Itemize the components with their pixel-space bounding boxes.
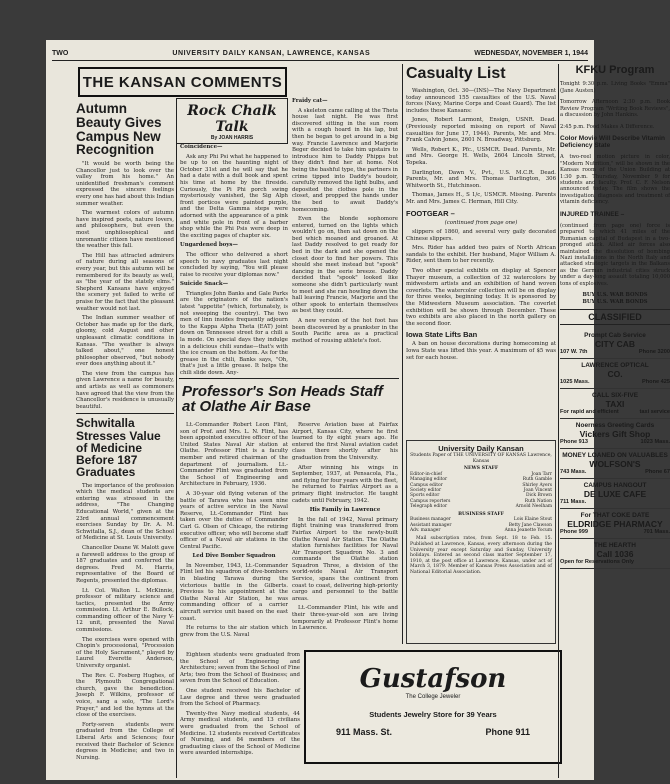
- masthead-date: WEDNESDAY, NOVEMBER 1, 1944: [474, 49, 588, 57]
- schwitalla-paragraph: Chancellor Deane W. Malott gave a farewell address to the group of 187 graduates and conferred the degrees. Fred M. Harris, representative of the Board of Regents, presented the diplomas.: [76, 544, 174, 584]
- classified-ad: For THAT COKE DATE ELDRIDGE PHARMACY Phone 999 701 Mass.: [560, 509, 670, 539]
- schwitalla-paragraph: The Rev. C. Fosberg Hughes, of the Plymouth Congregational church, gave the benediction. Joseph F. Wilkins, professor of voice, sang a solo, "The Lord's Prayer," and led the hymns at the close of the exercises.: [76, 672, 174, 719]
- iowa-headline: Iowa State Lifts Ban: [406, 330, 478, 340]
- column-rule: [558, 64, 559, 778]
- professor-paragraph: Lt.-Commander Robert Leon Flint, son of Prof. and Mrs. L. N. Flint, has been appointed executive officer of the United States Naval Air station at Olathe. Professor Flint is a faculty member and retired chairman of the department of journalism. Lt.-Commander Flint was graduated from the School of Engineering and Architecture in February, 1936.: [180, 422, 288, 488]
- professor-paragraph: After winning his wings in September, 1937, at Pensacola, Fla., and flying for four years with the fleet, he returned to Fairfax Airport as a primary flight instructor. He taught cadets until February, 1942.: [292, 464, 398, 504]
- classified-ad: Prompt Cab Service CITY CAB 107 W. 7th Phone 3200: [560, 329, 670, 359]
- rock-chalk-talk-byline: By JOAN HARRIS: [210, 135, 254, 141]
- professor-paragraph: A 30-year old flying veteran of the battle of Tarawa who has seen nine years of active service in the Naval Reserve, Lt.-Commander Flint has taken over the duties of Commander Carl G. Olsen of Chicago, the retiring executive officer, who will become staff officer of a Naval air stations in the Central Pacific.: [180, 490, 288, 550]
- casualty-paragraph: Washington, Oct. 30—(INS)—The Navy Department today announced 155 casualties of the U.S. Naval forces (Navy, Marine Corps and Coast Guard). The list includes these Kansans:: [406, 88, 556, 114]
- rct-subhead: Suicide Snack—: [180, 281, 228, 288]
- gustafson-name: Gustafson: [359, 664, 507, 694]
- footgear-paragraph: slippers of 1860, and several very gaily decorated Chinese slippers.: [406, 229, 556, 242]
- color-movie-headline: Color Movie Will Describe Vitamin Deficiency State: [560, 135, 665, 150]
- injured-headline: INJURED TRAINEE –: [560, 210, 625, 218]
- professor-paragraph: Lt.-Commander Flint, his wife and their three-year-old son are living temporarily at Professor Flint's home in Lawrence.: [292, 605, 398, 632]
- schwitalla-paragraph: Forty-seven students were graduated from the College of Liberal Arts and Sciences; four received their Bachelor of Science degrees in Medicine; and two in Nursing.: [76, 721, 174, 761]
- masthead: [52, 46, 588, 61]
- classified-ad: CALL SIX-FIVE TAXI For rapid and efficient taxi service: [560, 389, 670, 419]
- udk-fine-print: Mail subscription rates, from Sept. 18 to Feb. 15. Published at Lawrence, Kansas, every afternoon during the University year except Saturday and Sunday, University holidays. Entered as second class matter September 17, 1910, at the post office at Lawrence, Kansas, under act of March 3, 1879. Member of Kansas Press Association and of National Editorial Association.: [410, 536, 552, 575]
- footgear-continued: (continued from page one): [444, 219, 518, 226]
- graduates-paragraph: One student received his Bachelor of Law degree and three were graduated from the School of Pharmacy.: [180, 687, 300, 708]
- footgear-paragraph: Mrs. Rider has added two pairs of North African sandals to the exhibit. Her husband, Major William A. Rider, sent them to her recently.: [406, 245, 556, 265]
- staff-line: Sports editor Dick Brown: [410, 493, 552, 499]
- graduates-continued: [180, 652, 300, 778]
- right-column: [560, 64, 670, 774]
- rct-paragraph: Ask any Phi Psi what he happened to be up to on the haunting night of October 31st and he will say that he had a date with a dull book and spent his time at home by the fireside. Curiously, the Pi Phi porch swing mysteriously vanished, the Sig Alph front porticos were painted purple, and the Delta Gamma steps were adorned with the appearance of a pink and white pole in front of a barber shop while the Phi Psis were deep in the exciting pages of chapter six.: [180, 153, 288, 239]
- udk-staff-box: [406, 440, 556, 644]
- professor-paragraph: Reserve Aviation base at Fairfax Airport, Kansas City, where he first learned to fly eight years ago. He entered the first Naval aviation cadet class there shortly after his graduation from the University.: [292, 422, 398, 461]
- gustafson-slogan: Students Jewelry Store for 39 Years: [369, 710, 497, 719]
- kfku-item: 2:45 p.m. Food Makes A Difference.: [560, 123, 655, 130]
- autumn-paragraph: The Indian summer weather of October has made up for the dark, gloomy, cold August and other unpleasant climatic conditions in Kansas. "The weather is always talked about," one honest philosopher observed, "but nobody ever does anything about it.": [76, 315, 174, 368]
- classified-ad: LAWRENCE OPTICAL CO. 1025 Mass. Phone 425: [560, 359, 670, 389]
- schwitalla-paragraph: Lt. Col. Walton L. McKinnie, professor of military science and tactics, presented the Army commission. Lt. Arthur E. Bullock, commanding officer of the Navy V-12 unit, presented the Naval commissions.: [76, 587, 174, 634]
- autumn-paragraph: "It would be worth being the Chancellor just to look over the valley from his home." An unidentified freshman's comment expressed the sincere feelings every one has had about this Indian summer weather.: [76, 161, 174, 207]
- section-rule: [179, 378, 399, 379]
- schwitalla-paragraph: The exercises were opened with Chopin's processional, "Procession of the Holy Sacrament," played by Laurel Everette Anderson, University organist.: [76, 636, 174, 670]
- udk-subtitle: Students Paper of THE UNIVERSITY OF KANSAS Lawrence, Kansas: [410, 453, 552, 464]
- gustafson-address: 911 Mass. St.: [336, 727, 393, 737]
- rct-paragraph: A skeleton came calling at the Theta house last night. He was first discovered sitting in the sun room with a cough hoard in his lap, but then he began to get around in a big way. Francie Lawrence and Marjorie Beger decided to take him upstairs to introduce him to Daddy Phipps but they didn't find her at home. Not being the bashful type, the partners in crime tipped into Daddy's boudoir, carefully removed the light bulbs, and deposited the clothes pole in the closet, and propped the hands under the bed to await Daddy's homecoming.: [292, 107, 398, 213]
- war-bonds-line: BUY U.S. WAR BONDS: [582, 298, 648, 305]
- rct-subhead: Ungardened boys—: [180, 242, 238, 249]
- gustafson-contact: [306, 727, 560, 737]
- news-staff-label: NEWS STAFF: [463, 466, 499, 472]
- casualty-headline: Casualty List: [406, 65, 506, 82]
- autumn-headline: Autumn Beauty Gives Campus New Recognition: [76, 101, 162, 158]
- professor-paragraph: He returns to the air station which grew from the U.S. Naval: [180, 625, 288, 638]
- injured-text: (continued from page one) force is prepared to which 41 miles of the Rumanian capital of Budapest in a two-pronged attack. Allied air forces also maintained the dissolution of bombing Nazi installations in the North Italy and attacked strategic targets in the Balkans as the German industrial cities struck under a day-long assault totaling 10,000 tons of explosives.: [560, 223, 670, 287]
- classified-ad: MONEY LOANED ON VALUABLES WOLFSON'S 743 Mass. Phone 67: [560, 449, 670, 479]
- column-rule: [176, 98, 177, 778]
- kansan-comments-banner: THE KANSAN COMMENTS: [78, 67, 287, 97]
- graduates-paragraph: Eighteen students were graduated from the School of Engineering and Architecture; seven from the School of Fine Arts; two from the School of Business; and seven from the School of Education.: [180, 652, 300, 685]
- professor-column-1: [180, 422, 288, 652]
- rock-chalk-left-column: [180, 144, 288, 376]
- casualty-paragraph: Thomas, James H., S 1/c, USMCR. Missing. Parents Mr. and Mrs. James C. Herman, Hill City.: [406, 192, 556, 205]
- color-movie-text: A two-reel motion picture in color, "Modern Nutrition," will be shown in the Kansas room of the Union Building at 1:30 p.m. Thursday, November 9 for students and faculty. Prof. C. F. Nelson announced today. The film shows the investigation, diagnosis and treatment of vitamin deficiency.: [560, 154, 670, 206]
- business-staff-label: BUSINESS STAFF: [458, 511, 504, 517]
- udk-title: University Daily Kansan: [438, 444, 524, 453]
- staff-line: Telegraph editor Arnold Neelham: [410, 504, 552, 510]
- graduates-paragraph: Twenty-five Navy medical students, 44 Army medical students, and 13 civilians were graduated from the School of Medicine. 12 students received Certificates of Nursing, and 84 members of the graduating class of the School of Medicine were awarded internships.: [180, 710, 300, 757]
- staff-line: Society editor Joan Vincent: [410, 488, 552, 493]
- gustafson-phone: Phone 911: [485, 727, 530, 737]
- iowa-paragraph: A ban on house decorations during homecoming at Iowa State was lifted this year. A maximum of $5 was set for each house.: [406, 341, 556, 361]
- casualty-paragraph: Jones, Robert Larmont, Ensign, USNR. Dead. (Previously reported missing on report of Naval casualties for June 17, 1944). Parents, Mr. and Mrs. Frank Calvin Jones, 2601 N. Broadway, Pittsburg.: [406, 117, 556, 144]
- rock-chalk-talk-title: Rock Chalk Talk: [187, 103, 277, 135]
- professor-column-2: [292, 422, 398, 647]
- professor-subhead: His Family in Lawrence: [309, 507, 381, 514]
- newspaper-page: [46, 40, 670, 780]
- staff-line: Business manager Lois Elaine Stout: [410, 517, 552, 523]
- staff-line: Campus reporters Ruth Nation: [410, 498, 552, 504]
- page-number: TWO: [52, 49, 69, 57]
- classified-ad: Noerness Greeting Cards Vickers Gift Shop Phone 913 1023 Mass.: [560, 419, 670, 449]
- staff-line: Campus editor Shirley Ayers: [410, 482, 552, 488]
- rct-subhead: Fraidy cat—: [292, 98, 328, 104]
- casualty-column: [406, 88, 556, 438]
- war-bonds-line: BUY U.S. WAR BONDS: [582, 292, 648, 299]
- classified-ad: THE HEARTH Call 1036 Open for Reservations Only: [560, 539, 670, 569]
- editorial-column: [76, 100, 174, 778]
- classified-header: CLASSIFIED: [560, 309, 670, 325]
- staff-line: Editor-in-chief Joan Tarr: [410, 471, 552, 477]
- rock-chalk-talk-box: [176, 98, 288, 144]
- classified-ad: CAMPUS HANGOUT DE LUXE CAFE 711 Mass.: [560, 479, 670, 509]
- casualty-paragraph: Wells, Robert K., Pfc., USMCR. Dead. Parents, Mr. and Mrs. George H. Wells, 2604 Lincoln Street, Topeka.: [406, 146, 556, 166]
- autumn-paragraph: The view from the campus has given Lawrence a name for beauty, and artists as well as commoners have agreed that the view from the Chancellor's residence is unusually beautiful.: [76, 370, 174, 410]
- column-rule: [402, 64, 403, 644]
- footgear-headline: FOOTGEAR –: [406, 208, 455, 218]
- autumn-paragraph: The warmest colors of autumn have inspired poets, nature lovers, and philosophers, but even the most unphilosophical and unromantic citizen have mentioned the weather this fall.: [76, 210, 174, 250]
- rct-paragraph: Triangles John Banks and Gale Parks are the originators of the nation's latest "appetite" (which, fortunately, is not sweeping the country). The two men of linn insides frequently adjourn to the Kappa Alpha Theta (EAT) joint down on Tennessee street for a chili a la mode. On special days they indulge in a delicious chili sundae—that's with the ice cream on the bottom. As for the grease in the chili, Banks says, "Oh, that's just a little grease. It helps the chili slide down. Any-: [180, 290, 288, 376]
- rct-paragraph: A new version of the hot foot has been discovered by a prankster in the South Pacific area as a practical method of rousing athlete's foot.: [292, 318, 398, 344]
- casualty-paragraph: Darlington, Dawn V., Pvt., U.S. M.C.R. Dead. Parents, Mr. and Mrs. Thomas Darlington, 306 Whitworth St., Hutchinson.: [406, 169, 556, 189]
- rock-chalk-right-column: [292, 98, 398, 376]
- staff-line: Adv. manager Anna Jeanette Yocum: [410, 528, 552, 534]
- professor-subhead: Led Dive Bomber Squadron: [192, 553, 276, 560]
- kfku-item: Tonight 9:30 p.m. Living Books "Emma" (Jane Austen): [560, 81, 670, 94]
- rct-paragraph: The officer who delivered a short speech to navy graduates last night concluded by saying, "You will please raise to receive your diplomas now.": [180, 251, 288, 278]
- professor-headline: Professor's Son Heads Staff at Olathe Air Base: [182, 383, 383, 416]
- footgear-paragraph: Two other special exhibits on display at Spencer Thayer museum, a collection of 32 watercolors by midwestern artists and an exhibition of hand woven coverlets. The watercolor collection will be on display for three weeks, beginning today. It is sponsored by the Midwestern Museum association. The coverlet exhibition will be shown through December. These two exhibits are also placed in the north gallery on the second floor.: [406, 268, 556, 327]
- rct-subhead: Coincidence—: [180, 144, 223, 150]
- gustafson-ad: [304, 650, 562, 764]
- autumn-paragraph: The Hill has attracted admirers of nature during all seasons of every year, but this autumn will be remembered for its beauty as well, as "the year of the stately elms." Shepherd Kansans have enjoyed the scenery yet failed to write of praise for the fact that the pleasant weather would not last.: [76, 252, 174, 312]
- staff-line: Managing editor Ruth Gamble: [410, 477, 552, 483]
- kfku-headline: KFKU Program: [575, 64, 655, 76]
- staff-line: Assistant manager Betty Jane Clawson: [410, 522, 552, 528]
- gustafson-tagline: The College Jeweler: [405, 694, 461, 700]
- schwitalla-headline: Schwitalla Stresses Value of Medicine Before 187 Graduates: [76, 416, 161, 480]
- rct-paragraph: Even the blonde sophomore entered, turned on the lights which wouldn't go on, then sat down on the bed which moaned and groaned. At last Daddy resolved to get ready for bed in the dark and she opened the closet door to find her powers. This should she meet instead but "spook" dancing in the eerie breeze. Daddy decided that "spook" looked like someone she didn't particularly want to meet and she ran howling down the hall leaving Francie, Marjorie and the other spook to entertain themselves as best they could.: [292, 216, 398, 315]
- masthead-title: UNIVERSITY DAILY KANSAN, LAWRENCE, KANSAS: [172, 49, 371, 57]
- kfku-item: Tomorrow Afternoon 2:30 p.m. Book Review Program "Writing Book Reviews", a discussion by John Hankins.: [560, 99, 670, 118]
- professor-paragraph: In the fall of 1942, Naval primary flight training was transferred from Fairfax Airport to the newly-built Olathe Naval Air Station. The Olathe station furnishes facilities for Naval Air Transport Squadron No. 3 and commands the Olathe station Squadron Three, a division of the world-wide Naval Air Transport Service, spans the continent from coast to coast, delivering high-priority cargo and personnel to the battle areas.: [292, 516, 398, 602]
- professor-paragraph: In November, 1943, Lt.-Commander Flint led his squadron of dive-bombers in blasting Tarawa during the victorious battle in the Gilberts. Previous to his appointment at the Olathe Naval Air Station, he was commanding officer of a carrier aircraft service unit based on the east coast.: [180, 562, 288, 622]
- schwitalla-paragraph: The importance of the profession which the medical students are entering was stressed in the address, "The Changing Educational World," given at the 23rd annual commencement exercises Sunday by Dr. A. M. Schwitalla, S.J., dean of the School of Medicine at St. Louis University.: [76, 482, 174, 542]
